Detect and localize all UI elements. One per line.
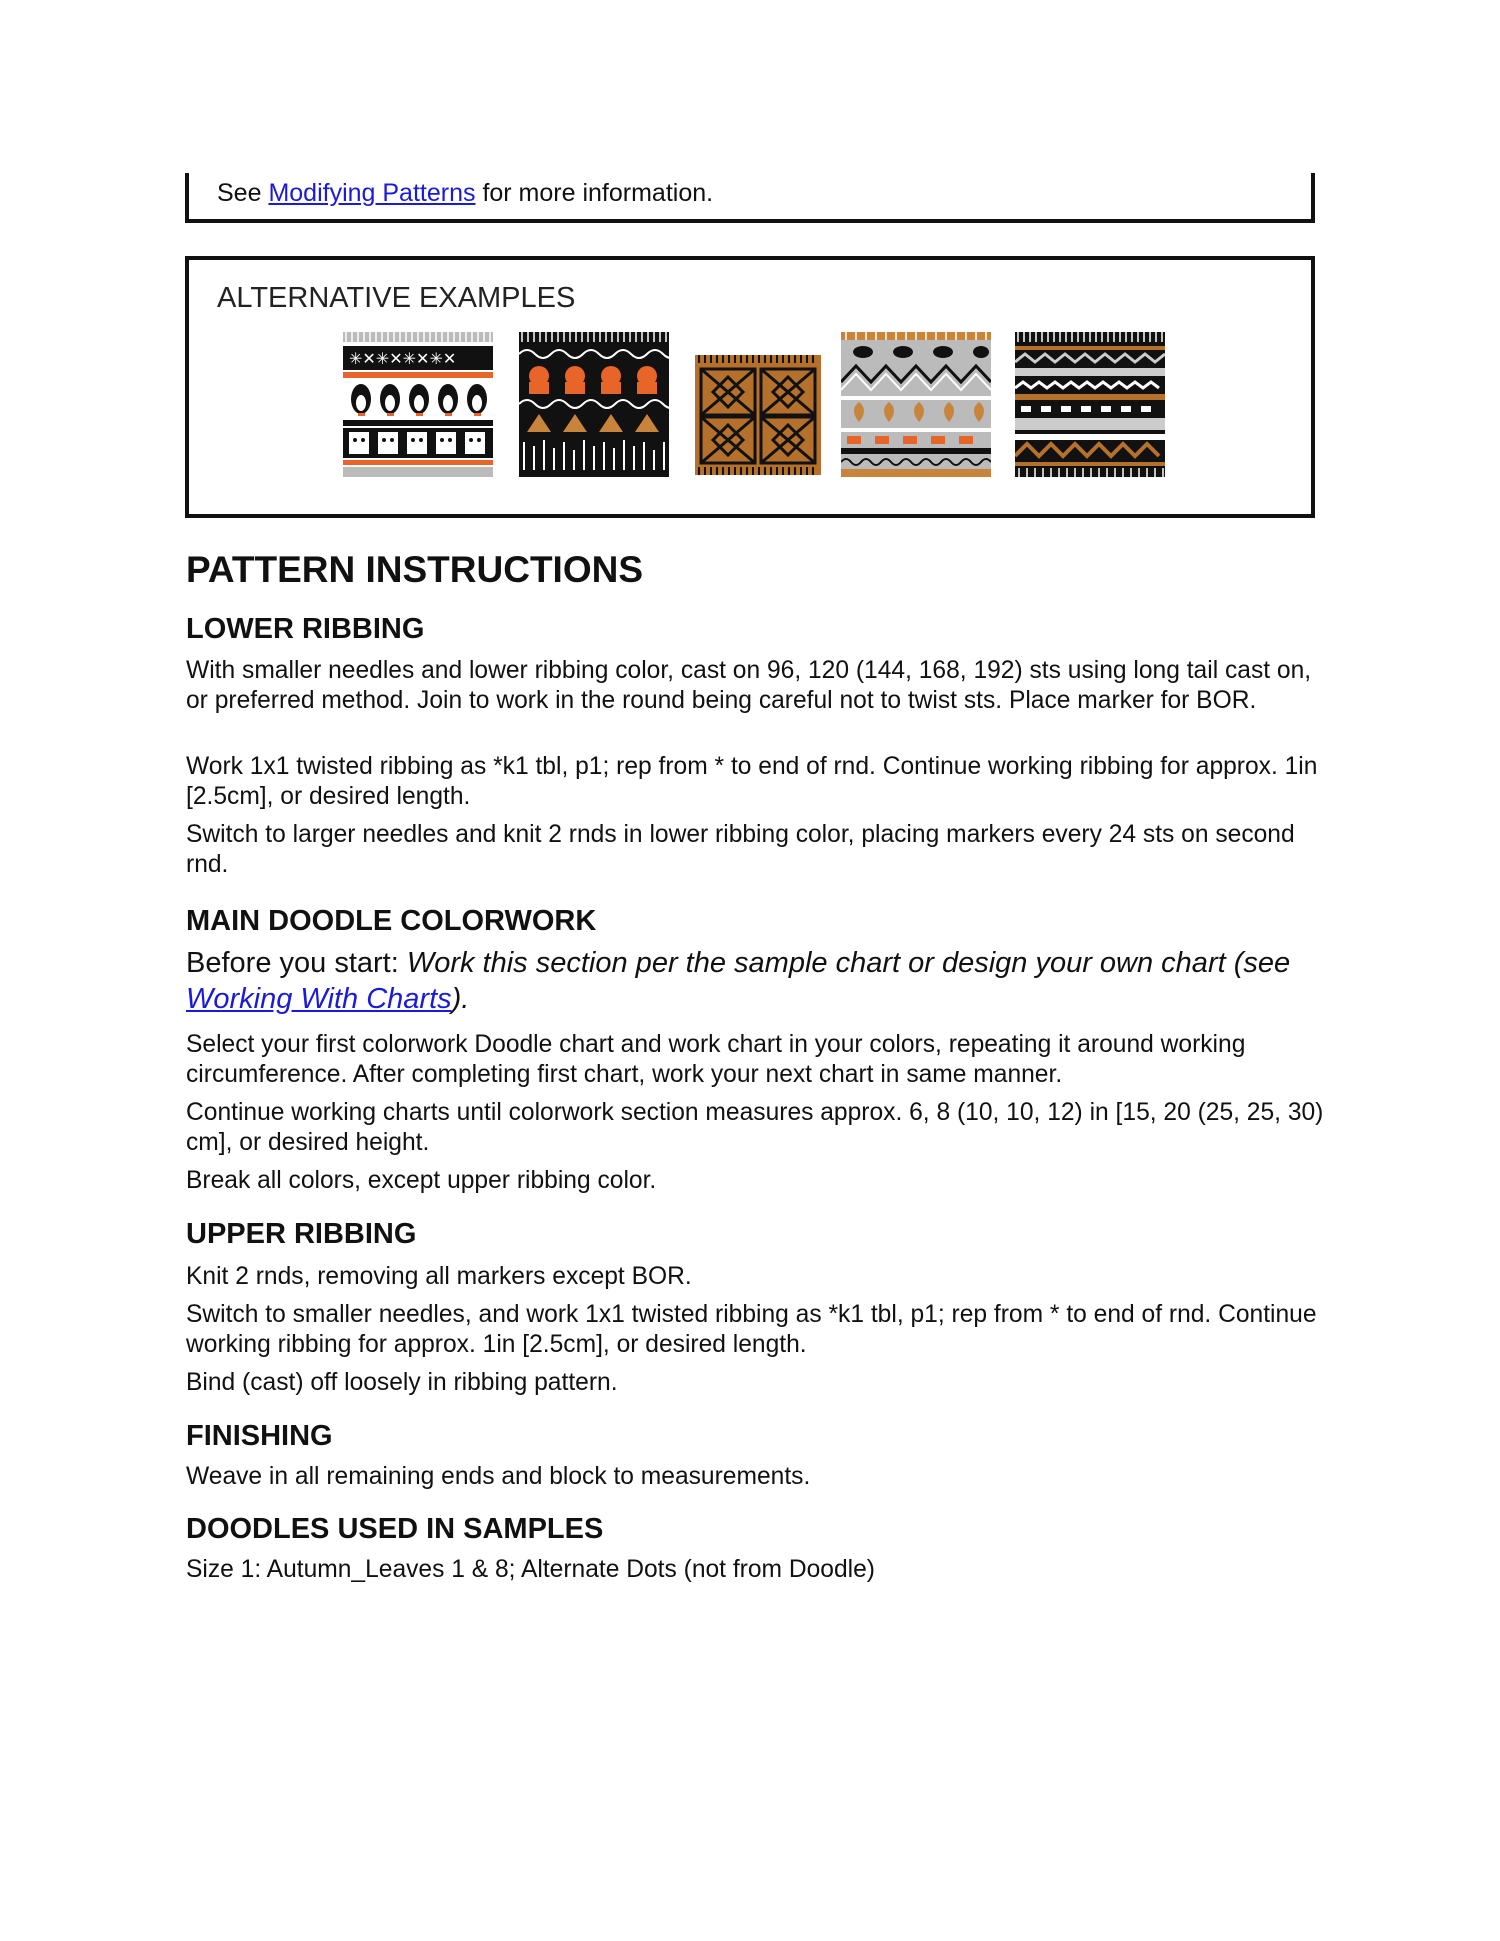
upper-ribbing-paragraph-2: Switch to smaller needles, and work 1x1 twisted ribbing as *k1 tbl, p1; rep from * to end of rnd. Continue working ribbing for approx. 1in [2.5cm], or desired length. <box>186 1301 1317 1358</box>
main-doodle-paragraph-2: Continue working charts until colorwork section measures approx. 6, 8 (10, 10, 12) in [15, 20 (25, 25, 30) cm], or desired height. <box>186 1099 1324 1156</box>
working-with-charts-link[interactable]: Working With Charts <box>186 983 452 1015</box>
svg-text:✳✕✳✕✳✕✳✕: ✳✕✳✕✳✕✳✕ <box>349 349 457 368</box>
lower-ribbing-paragraph-1: With smaller needles and lower ribbing color, cast on 96, 120 (144, 168, 192) sts using long tail cast on, or preferred method. Join to work in the round being careful not to twist sts. Place marker for BOR. <box>186 657 1312 714</box>
lower-ribbing-paragraph-3: Switch to larger needles and knit 2 rnds in lower ribbing color, placing markers every 24 sts on second rnd. <box>186 821 1295 878</box>
alternative-examples-title: ALTERNATIVE EXAMPLES <box>217 282 576 314</box>
alternative-examples-box <box>185 256 1315 518</box>
before-you-start-note: Before you start: Work this section per the sample chart or design your own chart (see Working With Charts). <box>186 947 1291 1015</box>
doodles-used-heading: DOODLES USED IN SAMPLES <box>186 1513 604 1545</box>
lower-ribbing-paragraph-2: Work 1x1 twisted ribbing as *k1 tbl, p1; rep from * to end of rnd. Continue working ribbing for approx. 1in [2.5cm], or desired length. <box>186 753 1318 810</box>
upper-ribbing-paragraph-3: Bind (cast) off loosely in ribbing pattern. <box>186 1369 618 1396</box>
lower-ribbing-heading: LOWER RIBBING <box>186 613 425 645</box>
upper-ribbing-paragraph-1: Knit 2 rnds, removing all markers except BOR. <box>186 1263 692 1290</box>
swatch-geometric-brown <box>695 355 821 475</box>
main-doodle-paragraph-1: Select your first colorwork Doodle chart and work chart in your colors, repeating it around working circumference. After completing first chart, work your next chart in same manner. <box>186 1031 1246 1088</box>
main-doodle-colorwork-heading: MAIN DOODLE COLORWORK <box>186 905 597 937</box>
finishing-paragraph-1: Weave in all remaining ends and block to measurements. <box>186 1463 811 1490</box>
modifying-patterns-note: See Modifying Patterns for more information. <box>217 179 714 207</box>
swatch-octopus-shells <box>519 332 669 477</box>
swatch-penguins-polar-bears <box>343 332 493 477</box>
doodles-used-paragraph-1: Size 1: Autumn_Leaves 1 & 8; Alternate Dots (not from Doodle) <box>186 1556 875 1583</box>
upper-ribbing-heading: UPPER RIBBING <box>186 1218 417 1250</box>
pattern-instructions-heading: PATTERN INSTRUCTIONS <box>186 549 644 590</box>
finishing-heading: FINISHING <box>186 1420 333 1452</box>
main-doodle-paragraph-3: Break all colors, except upper ribbing color. <box>186 1167 657 1194</box>
swatch-stripes-zigzag <box>1015 332 1165 477</box>
modifying-patterns-link[interactable]: Modifying Patterns <box>268 179 476 207</box>
modifying-patterns-note-box <box>185 173 1315 223</box>
swatch-clouds-leaves <box>841 332 991 477</box>
